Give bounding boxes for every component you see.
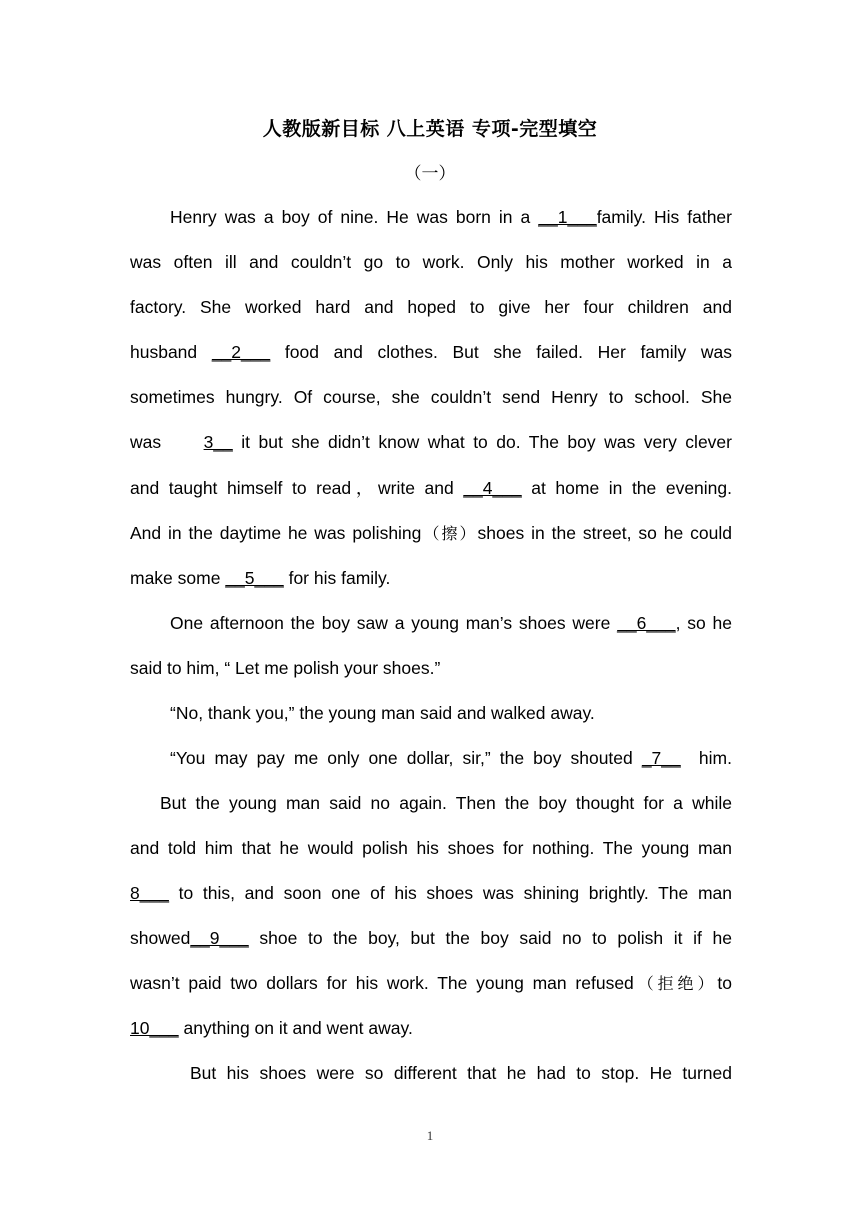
passage-line: was 3__ it but she didn’t know what to do. The boy was very clever [130, 432, 732, 452]
passage-line: and told him that he would polish his shoes for nothing. The young man [130, 838, 732, 858]
passage-line: 8___ to this, and soon one of his shoes was shining brightly. The man [130, 883, 732, 903]
blank-6: __6___ [617, 613, 676, 633]
passage-line: And in the daytime he was polishing（擦）shoes in the street, so he could [130, 523, 732, 543]
passage-line: Henry was a boy of nine. He was born in a __1___family. His father [170, 207, 732, 227]
passage-line: But his shoes were so different that he had to stop. He turned [190, 1063, 732, 1083]
passage-line: factory. She worked hard and hoped to give her four children and [130, 297, 732, 317]
passage-line: sometimes hungry. Of course, she couldn’t send Henry to school. She [130, 387, 732, 407]
passage-line: One afternoon the boy saw a young man’s shoes were __6___, so he [170, 613, 732, 633]
blank-10: 10___ [130, 1018, 179, 1038]
passage-line: make some __5___ for his family. [130, 568, 391, 588]
blank-3: 3__ [203, 432, 233, 452]
blank-7: _7__ [641, 748, 681, 768]
passage-line: 10___ anything on it and went away. [130, 1018, 413, 1038]
blank-2: __2___ [211, 342, 271, 362]
blank-5: __5___ [225, 568, 284, 588]
passage-line: wasn’t paid two dollars for his work. The young man refused（拒绝）to [130, 973, 732, 993]
page-number: 1 [426, 1128, 434, 1143]
passage-line: “No, thank you,” the young man said and walked away. [170, 703, 595, 723]
passage-line: was often ill and couldn’t go to work. Only his mother worked in a [130, 252, 732, 272]
section-number: （一） [404, 164, 456, 184]
page-title: 人教版新目标 八上英语 专项-完型填空 [262, 118, 598, 140]
chinese-gloss: （拒绝） [633, 974, 718, 993]
blank-4: __4___ [463, 478, 522, 498]
blank-9: __9___ [190, 928, 249, 948]
passage-line: husband __2___ food and clothes. But she failed. Her family was [130, 342, 733, 362]
passage-line: and taught himself to read，write and __4___ at home in the evening. [130, 478, 732, 498]
passage-line: showed__9___ shoe to the boy, but the boy said no to polish it if he [130, 928, 732, 948]
passage-line: said to him, “ Let me polish your shoes.” [130, 658, 441, 678]
blank-1: __1___ [538, 207, 597, 227]
blank-8: 8___ [130, 883, 169, 903]
passage-line: “You may pay me only one dollar, sir,” the boy shouted _7__ him. [170, 748, 732, 768]
passage-line: But the young man said no again. Then the boy thought for a while [160, 793, 732, 813]
chinese-gloss: （擦） [421, 524, 478, 543]
